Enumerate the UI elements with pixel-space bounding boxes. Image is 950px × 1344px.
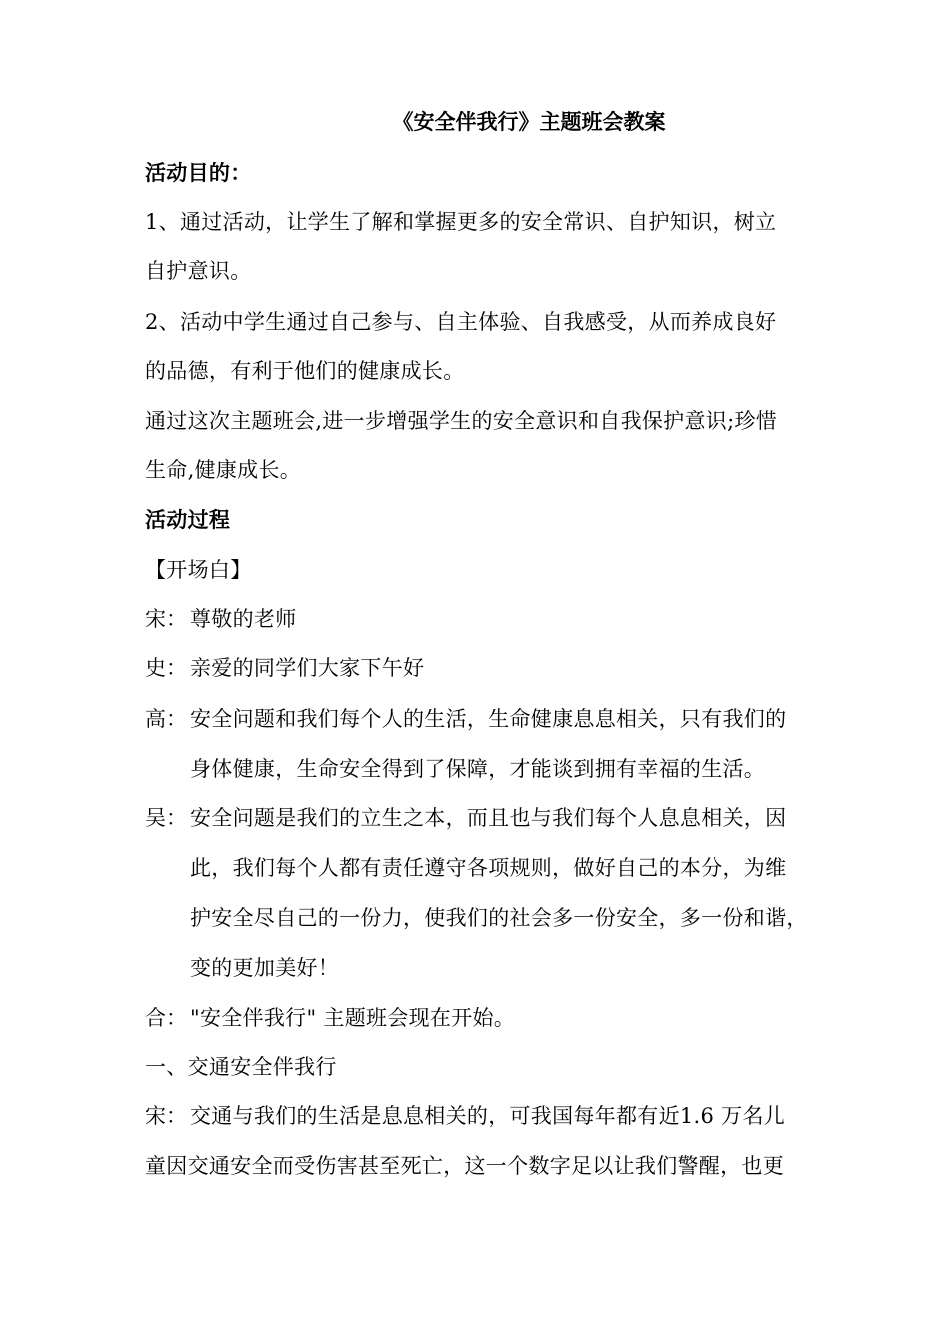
dialogue-line: 尊敬的老师: [190, 607, 297, 631]
dialogue-line: 安全问题和我们每个人的生活，生命健康息息相关，只有我们的: [190, 707, 787, 731]
purpose-item-1-line-2: 自护意识。: [145, 259, 252, 283]
traffic-paragraph-line-1: 交通与我们的生活是息息相关的，可我国每年都有近1.6 万名儿: [190, 1104, 786, 1128]
section-heading-purpose: 活动目的：: [145, 160, 252, 185]
opening-label: 【开场白】: [145, 558, 252, 582]
dialogue-speaker: 史：: [145, 656, 187, 680]
purpose-summary-line-1: 通过这次主题班会,进一步增强学生的安全意识和自我保护意识;珍惜: [145, 409, 778, 433]
document-title: 《安全伴我行》主题班会教案: [392, 109, 666, 134]
section-heading-traffic-safety: 一、交通安全伴我行: [145, 1055, 337, 1079]
dialogue-speaker: 高：: [145, 707, 187, 731]
traffic-paragraph-line-2: 童因交通安全而受伤害甚至死亡，这一个数字足以让我们警醒，也更: [145, 1154, 784, 1178]
purpose-summary-line-2: 生命,健康成长。: [145, 458, 302, 482]
purpose-item-2-line-2: 的品德，有利于他们的健康成长。: [145, 359, 465, 383]
purpose-item-2-line-1: 2、活动中学生通过自己参与、自主体验、自我感受，从而养成良好: [145, 310, 777, 334]
dialogue-line: 变的更加美好！: [190, 956, 340, 980]
dialogue-line: 亲爱的同学们大家下午好: [190, 656, 425, 680]
dialogue-line: 安全问题是我们的立生之本，而且也与我们每个人息息相关，因: [190, 806, 787, 830]
dialogue-line: 此，我们每个人都有责任遵守各项规则，做好自己的本分，为维: [190, 856, 787, 880]
dialogue-line: 身体健康，生命安全得到了保障，才能谈到拥有幸福的生活。: [190, 757, 766, 781]
dialogue-speaker: 宋：: [145, 607, 187, 631]
dialogue-speaker: 合：: [145, 1006, 187, 1030]
dialogue-line: "安全伴我行" 主题班会现在开始。: [190, 1006, 516, 1030]
purpose-item-1-line-1: 1、通过活动，让学生了解和掌握更多的安全常识、自护知识，树立: [145, 210, 777, 234]
dialogue-speaker: 吴：: [145, 806, 187, 830]
section-heading-process: 活动过程: [145, 507, 231, 532]
dialogue-line: 护安全尽自己的一份力，使我们的社会多一份安全，多一份和谐，: [190, 906, 808, 930]
dialogue-speaker: 宋：: [145, 1104, 187, 1128]
